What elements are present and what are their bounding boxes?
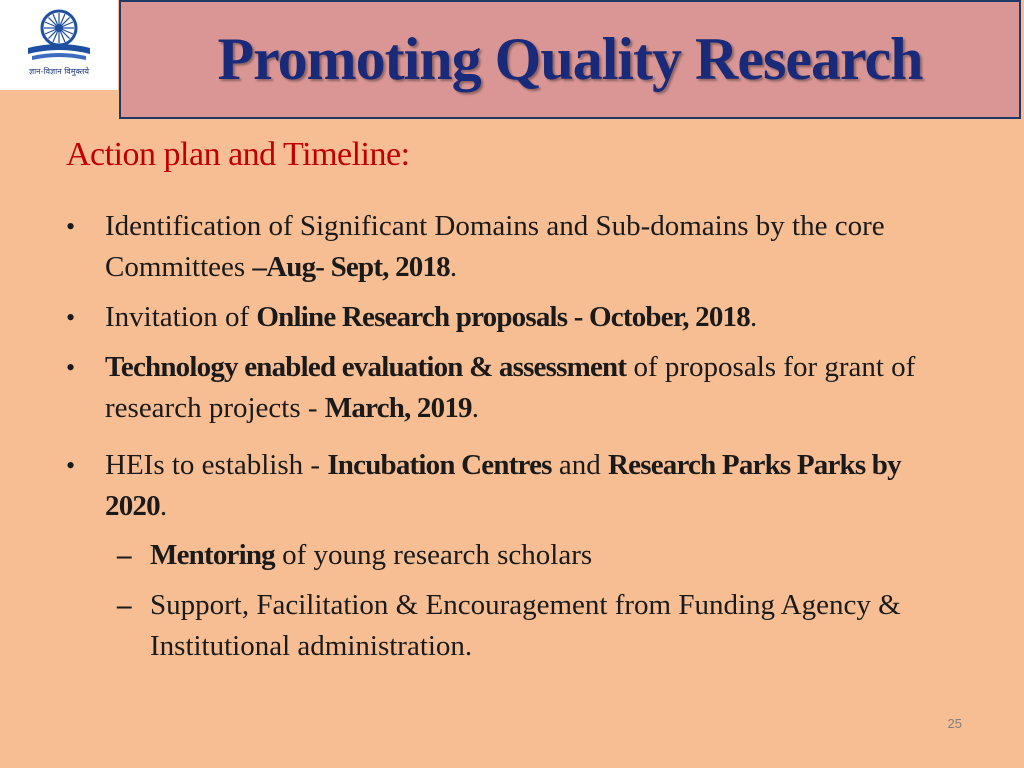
- item-highlight: Technology enabled evaluation & assessment: [105, 351, 627, 383]
- list-item: [66, 297, 966, 338]
- item-tail: .: [749, 301, 758, 333]
- item-text: HEIs to establish -: [105, 449, 328, 481]
- logo-area: [0, 0, 118, 90]
- item-highlight: –Aug- Sept, 2018: [252, 251, 450, 283]
- item-highlight: March, 2019: [324, 392, 472, 424]
- item-tail: .: [449, 251, 458, 283]
- item-tail: .: [159, 490, 168, 522]
- page-number: 25: [947, 716, 962, 731]
- item-text: Identification of Significant Domains and Sub-domains by the core Committees: [105, 210, 885, 283]
- sub-list: [105, 535, 966, 667]
- logo-caption: ज्ञान-विज्ञान विमुक्तये: [28, 67, 90, 76]
- bullet-list: [66, 206, 966, 676]
- item-highlight: Mentoring: [150, 539, 275, 571]
- item-text: of proposals for grant of research projects -: [105, 351, 916, 424]
- item-text: of young research scholars: [274, 539, 593, 571]
- list-item: [66, 347, 966, 429]
- item-highlight: Online Research proposals - October, 2018: [256, 301, 750, 333]
- list-item: [66, 206, 966, 288]
- title-banner: [119, 0, 1021, 119]
- item-highlight: Research Parks Parks by 2020: [105, 449, 901, 522]
- sub-list-item: [105, 585, 966, 667]
- sub-list-item: [105, 535, 966, 576]
- item-text: Invitation of: [105, 301, 257, 333]
- item-tail: .: [471, 392, 479, 424]
- item-text: Support, Facilitation & Encouragement from Funding Agency & Institutional administration.: [150, 589, 901, 662]
- item-text: and: [551, 449, 609, 481]
- ugc-emblem-icon: [22, 6, 96, 68]
- page-title: Promoting Quality Research: [217, 26, 923, 92]
- item-highlight: Incubation Centres: [327, 449, 552, 481]
- list-item: [66, 445, 966, 667]
- section-subheading: Action plan and Timeline:: [66, 136, 410, 173]
